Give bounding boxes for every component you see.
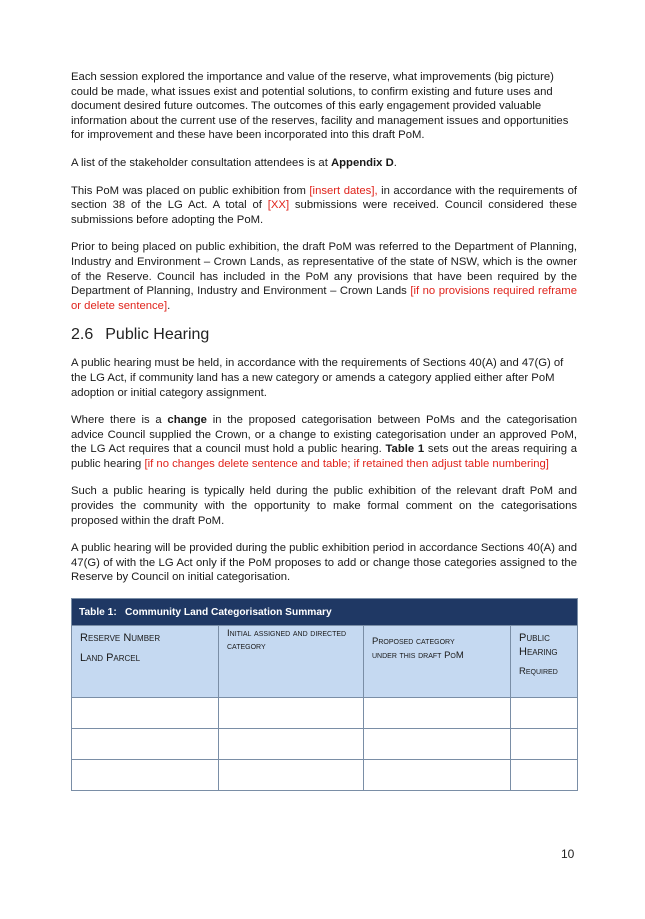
table-title: Community Land Categorisation Summary xyxy=(125,606,332,618)
header-public-hearing: Public Hearing Required xyxy=(511,626,578,698)
table-cell xyxy=(72,760,219,791)
placeholder-dates: [insert dates], xyxy=(309,184,378,197)
header-proposed-category: Proposed category under this draft PoM xyxy=(364,626,511,698)
table-cell xyxy=(72,698,219,729)
table-cell xyxy=(72,729,219,760)
page-number: 10 xyxy=(561,847,575,861)
section-number: 2.6 xyxy=(71,326,94,344)
table-cell xyxy=(511,729,578,760)
table-caption-row xyxy=(72,599,578,626)
placeholder-provisions: [if no provisions required reframe or delete sentence] xyxy=(71,285,577,312)
table-reference: Table 1 xyxy=(385,443,425,456)
document-page xyxy=(71,70,577,791)
table-cell xyxy=(364,698,511,729)
placeholder-submissions: [XX] xyxy=(267,199,290,212)
paragraph-hearing-requirement: A public hearing must be held, in accordance with the requirements of Sections 40(A) and 47(G) of the LG Act, if community land has a new category or amends a category applied either after PoM adoption or initial category assignment. xyxy=(71,357,564,399)
table-caption xyxy=(72,599,578,626)
paragraph-crown-lands: Prior to being placed on public exhibition, the draft PoM was referred to the Department of Planning, Industry and Environment – Crown Lands, as representative of the state of NSW, which is the owner of the Reserve. Council has included in the PoM any provisions that have been required by the Department of Planning, Industry and Environment – Crown Lands [if no provisions required reframe or delete sentence]. xyxy=(71,241,577,312)
table-cell xyxy=(364,729,511,760)
table-header-row xyxy=(72,626,578,698)
table-cell xyxy=(511,760,578,791)
table-row xyxy=(72,698,578,729)
table-label: Table 1: xyxy=(79,606,117,618)
paragraph-change: Where there is a change in the proposed categorisation between PoMs and the categorisation advice Council supplied the Crown, or a change to existing categorisation under an approved PoM, the LG Act requires that a council must hold a public hearing. Table 1 sets out the areas requiring a public hearing [if no changes delete sentence and table; if retained then adjust table numbering] xyxy=(71,414,577,470)
table-row xyxy=(72,760,578,791)
table-cell xyxy=(219,698,364,729)
table-row xyxy=(72,729,578,760)
categorisation-table xyxy=(71,598,578,791)
section-title: Public Hearing xyxy=(105,326,210,344)
paragraph-exhibition: This PoM was placed on public exhibition from [insert dates], in accordance with the requirements of section 38 of the LG Act. A total of [XX] submissions were received. Council considered these submissions before adopting the PoM. xyxy=(71,184,577,226)
table-cell xyxy=(511,698,578,729)
section-heading xyxy=(71,326,577,344)
paragraph-consultation-sessions: Each session explored the importance and value of the reserve, what improvements (big picture) could be made, what issues exist and potential solutions, to confirm existing and future uses and document desired future outcomes. The outcomes of this early engagement provided valuable information about the current use of the reserves, facility and management issues and opportunities for improvement and these have been incorporated into this draft PoM. xyxy=(71,71,569,142)
table-cell xyxy=(364,760,511,791)
paragraph-hearing-provision: A public hearing will be provided during the public exhibition period in accordance Sections 40(A) and 47(G) of with the LG Act only if the PoM proposes to add or change those categories assigned to the Reserve by Council on initial categorisation. xyxy=(71,542,577,584)
appendix-reference: Appendix D xyxy=(331,156,394,169)
paragraph-appendix: A list of the stakeholder consultation attendees is at Appendix D. xyxy=(71,156,397,169)
paragraph-typical-hearing: Such a public hearing is typically held during the public exhibition of the relevant draft PoM and provides the community with the opportunity to make formal comment on the categorisations proposed within the draft PoM. xyxy=(71,485,577,527)
table-cell xyxy=(219,760,364,791)
table-cell xyxy=(219,729,364,760)
header-reserve: Reserve Number Land Parcel xyxy=(72,626,219,698)
placeholder-table-note: [if no changes delete sentence and table; if retained then adjust table numbering] xyxy=(144,457,549,470)
header-initial-category: Initial assigned and directed category xyxy=(219,626,364,698)
